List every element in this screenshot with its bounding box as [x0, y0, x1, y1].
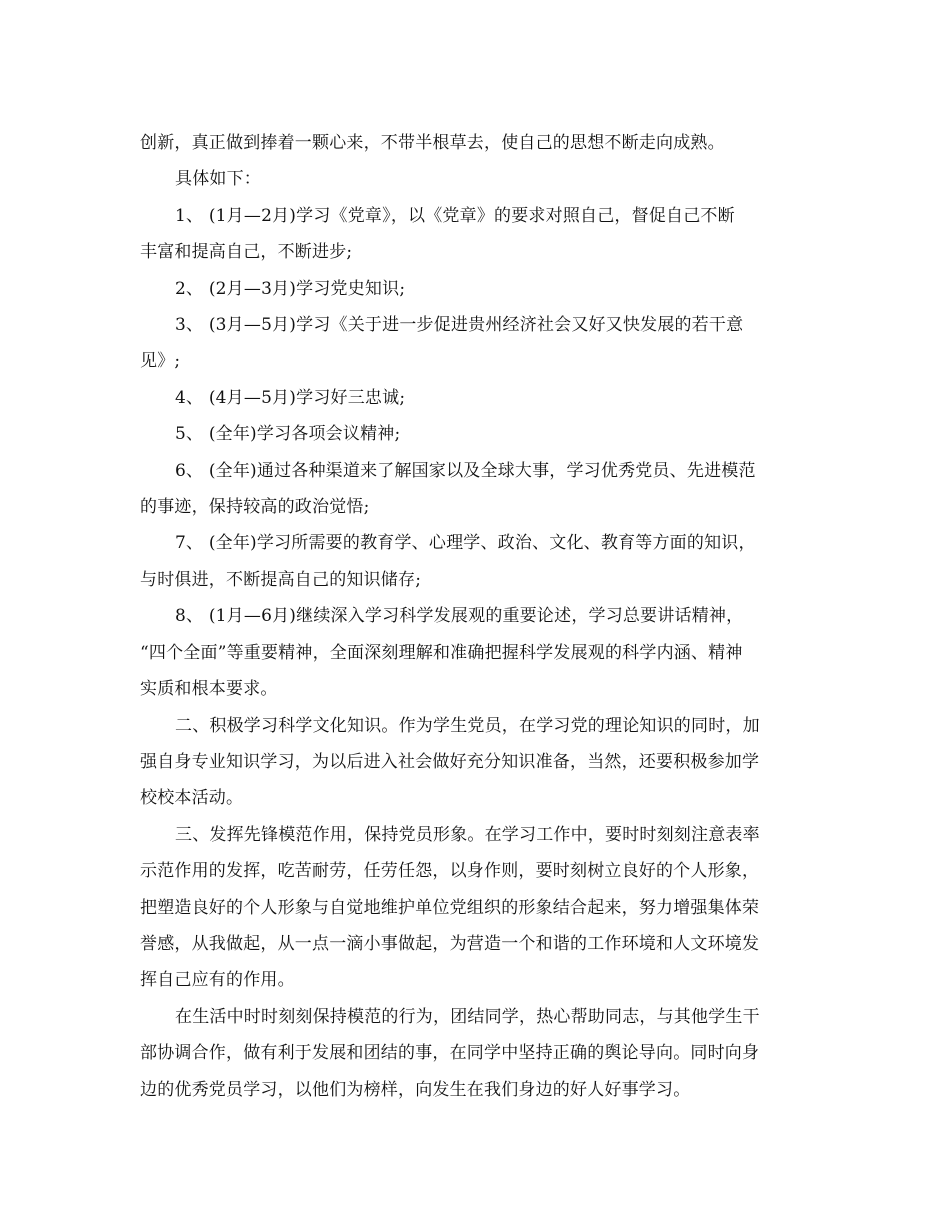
paragraph-continuation: [140, 125, 810, 161]
paragraph-intro: [140, 161, 810, 197]
text-line: 丰富和提高自己，不断进步;: [140, 242, 353, 263]
list-item-3: [140, 307, 810, 380]
document-body: [140, 125, 810, 1108]
list-item-1: [140, 198, 810, 271]
text-line: 挥自己应有的作用。: [140, 970, 295, 991]
text-line: 部协调合作，做有利于发展和团结的事，在同学中坚持正确的舆论导向。同时向身: [140, 1043, 760, 1064]
text-line: 4、 (4月—5月)学习好三忠诚;: [175, 387, 406, 408]
text-line: 校校本活动。: [140, 788, 244, 809]
text-line: 边的优秀党员学习，以他们为榜样，向发生在我们身边的好人好事学习。: [140, 1079, 691, 1100]
text-line: 示范作用的发挥，吃苦耐劳，任劳任怨，以身作则，要时刻树立良好的个人形象，: [140, 861, 760, 882]
list-item-8: [140, 598, 810, 707]
text-line: 2、 (2月—3月)学习党史知识;: [175, 278, 406, 299]
list-item-2: [140, 271, 810, 307]
text-line: 7、 (全年)学习所需要的教育学、心理学、政治、文化、教育等方面的知识，: [175, 533, 756, 554]
section-two-paragraph: [140, 708, 810, 817]
text-line: 创新，真正做到捧着一颗心来，不带半根草去，使自己的思想不断走向成熟。: [140, 133, 725, 153]
text-line: 8、 (1月—6月)继续深入学习科学发展观的重要论述，学习总要讲话精神，: [175, 606, 744, 627]
text-line: 在生活中时时刻刻保持模范的行为，团结同学，热心帮助同志，与其他学生干: [175, 1006, 760, 1027]
text-line: 誉感，从我做起，从一点一滴小事做起，为营造一个和谐的工作环境和人文环境发: [140, 933, 760, 954]
list-item-6: [140, 453, 810, 526]
text-line: 见》;: [140, 351, 181, 372]
text-line: 把塑造良好的个人形象与自觉地维护单位党组织的形象结合起来，努力增强集体荣: [140, 897, 760, 918]
list-item-4: [140, 380, 810, 416]
text-line: “四个全面”等重要精神，全面深刻理解和准确把握科学发展观的科学内涵、精神: [140, 642, 743, 663]
text-line: 3、 (3月—5月)学习《关于进一步促进贵州经济社会又好又快发展的若干意: [175, 315, 744, 336]
text-line: 三、发挥先锋模范作用，保持党员形象。在学习工作中，要时时刻刻注意表率: [175, 824, 760, 845]
text-line: 强自身专业知识学习，为以后进入社会做好充分知识准备，当然，还要积极参加学: [140, 751, 760, 772]
list-item-7: [140, 525, 810, 598]
text-line: 二、积极学习科学文化知识。作为学生党员，在学习党的理论知识的同时，加: [175, 715, 760, 736]
section-three-paragraph: [140, 817, 810, 999]
text-line: 具体如下：: [175, 169, 261, 190]
text-line: 与时俱进，不断提高自己的知识储存;: [140, 569, 422, 590]
text-line: 6、 (全年)通过各种渠道来了解国家以及全球大事，学习优秀党员、先进模范: [175, 460, 756, 481]
closing-paragraph: [140, 999, 810, 1108]
text-line: 的事迹，保持较高的政治觉悟;: [140, 497, 370, 518]
text-line: 实质和根本要求。: [140, 679, 278, 700]
text-line: 5、 (全年)学习各项会议精神;: [175, 424, 401, 445]
list-item-5: [140, 416, 810, 452]
text-line: 1、 (1月—2月)学习《党章》，以《党章》的要求对照自己，督促自己不断: [175, 205, 735, 226]
